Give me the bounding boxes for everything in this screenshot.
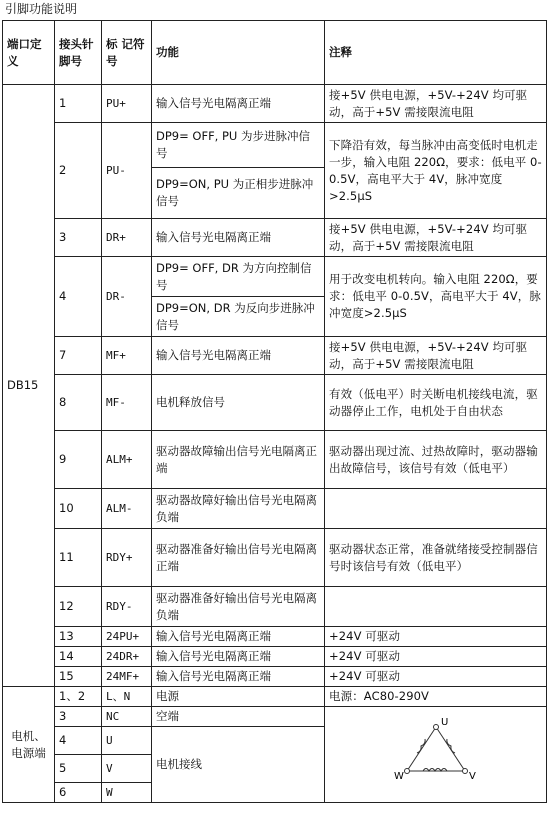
table-row: [3, 627, 547, 647]
func-cell: 输入信号光电隔离正端: [152, 85, 325, 123]
note-cell: 接+5V 供电电源，+5V-+24V 均可驱动，高于+5V 需接限流电阻: [325, 85, 547, 123]
func-cell: DP9= OFF, DR 为方向控制信号: [152, 257, 325, 297]
db15-port-cell: DB15: [3, 85, 55, 687]
pin-cell: 13: [55, 627, 102, 647]
pin-cell: 4: [55, 727, 102, 755]
func-cell: 输入信号光电隔离正端: [152, 337, 325, 375]
func-cell: 电机释放信号: [152, 375, 325, 431]
table-header-row: [3, 21, 547, 85]
header-mark: 标 记符号: [102, 21, 152, 85]
mark-cell: RDY-: [102, 587, 152, 627]
table-row: [3, 667, 547, 687]
header-pin: 接头针脚号: [55, 21, 102, 85]
mark-cell: DR+: [102, 219, 152, 257]
mark-cell: L、N: [102, 687, 152, 707]
func-cell: 驱动器故障好输出信号光电隔离负端: [152, 489, 325, 529]
note-cell: 驱动器出现过流、过热故障时，驱动器输出故障信号，该信号有效（低电平）: [325, 431, 547, 489]
func-cell: 电源: [152, 687, 325, 707]
note-cell: +24V 可驱动: [325, 647, 547, 667]
pin-cell: 2: [55, 123, 102, 219]
func-cell: 输入信号光电隔离正端: [152, 219, 325, 257]
func-cell: 输入信号光电隔离正端: [152, 627, 325, 647]
label-u: U: [440, 717, 448, 728]
pin-cell: 5: [55, 755, 102, 783]
section-title: 引脚功能说明: [5, 2, 78, 16]
header-port: 端口定义: [3, 21, 55, 85]
note-cell: +24V 可驱动: [325, 667, 547, 687]
mark-cell: W: [102, 783, 152, 803]
mark-cell: RDY+: [102, 529, 152, 587]
table-row: [3, 431, 547, 489]
table-row: [3, 375, 547, 431]
pin-function-table: [2, 20, 547, 803]
motor-delta-diagram: [393, 717, 479, 787]
note-cell: 用于改变电机转向。输入电阻 220Ω，要求：低电平 0-0.5V，高电平大于 4V，脉冲宽度>2.5μS: [325, 257, 547, 337]
table-row: [3, 529, 547, 587]
table-row: [3, 707, 547, 727]
label-v: V: [468, 771, 476, 782]
table-row: [3, 257, 547, 297]
pin-cell: 11: [55, 529, 102, 587]
pin-cell: 4: [55, 257, 102, 337]
func-cell: DP9= OFF, PU 为步进脉冲信号: [152, 123, 325, 168]
motor-diagram-cell: [325, 707, 547, 803]
func-cell: 驱动器故障输出信号光电隔离正端: [152, 431, 325, 489]
note-cell: [325, 489, 547, 529]
mark-cell: PU-: [102, 123, 152, 219]
mark-cell: MF+: [102, 337, 152, 375]
power-port-cell: 电机、电源端: [3, 687, 55, 803]
note-cell: 下降沿有效，每当脉冲由高变低时电机走一步，输入电阻 220Ω，要求：低电平 0-0.5V，高电平大于 4V，脉冲宽度>2.5μS: [325, 123, 547, 219]
pin-cell: 9: [55, 431, 102, 489]
func-cell: DP9=ON, DR 为反向步进脉冲信号: [152, 297, 325, 337]
func-cell: 驱动器准备好输出信号光电隔离负端: [152, 587, 325, 627]
mark-cell: 24MF+: [102, 667, 152, 687]
note-cell: 接+5V 供电电源，+5V-+24V 均可驱动，高于+5V 需接限流电阻: [325, 337, 547, 375]
pin-cell: 12: [55, 587, 102, 627]
func-cell: 输入信号光电隔离正端: [152, 647, 325, 667]
mark-cell: MF-: [102, 375, 152, 431]
mark-cell: ALM-: [102, 489, 152, 529]
func-cell: 输入信号光电隔离正端: [152, 667, 325, 687]
pin-cell: 6: [55, 783, 102, 803]
func-cell: 驱动器准备好输出信号光电隔离正端: [152, 529, 325, 587]
pin-cell: 15: [55, 667, 102, 687]
table-row: [3, 647, 547, 667]
mark-cell: V: [102, 755, 152, 783]
pin-cell: 3: [55, 707, 102, 727]
pin-cell: 3: [55, 219, 102, 257]
mark-cell: 24PU+: [102, 627, 152, 647]
pin-cell: 1: [55, 85, 102, 123]
pin-cell: 1、2: [55, 687, 102, 707]
label-w: W: [393, 771, 404, 782]
func-cell: 电机接线: [152, 727, 325, 803]
note-cell: 驱动器状态正常，准备就绪接受控制器信号时该信号有效（低电平）: [325, 529, 547, 587]
mark-cell: 24DR+: [102, 647, 152, 667]
header-note: 注释: [325, 21, 547, 85]
table-row: [3, 85, 547, 123]
table-row: [3, 337, 547, 375]
note-cell: 接+5V 供电电源，+5V-+24V 均可驱动，高于+5V 需接限流电阻: [325, 219, 547, 257]
pin-cell: 8: [55, 375, 102, 431]
note-cell: +24V 可驱动: [325, 627, 547, 647]
table-row: [3, 587, 547, 627]
table-row: [3, 687, 547, 707]
mark-cell: ALM+: [102, 431, 152, 489]
note-cell: 有效（低电平）时关断电机接线电流，驱动器停止工作，电机处于自由状态: [325, 375, 547, 431]
note-cell: 电源：AC80-290V: [325, 687, 547, 707]
pin-cell: 7: [55, 337, 102, 375]
table-row: [3, 489, 547, 529]
pin-cell: 14: [55, 647, 102, 667]
mark-cell: PU+: [102, 85, 152, 123]
table-row: [3, 219, 547, 257]
mark-cell: DR-: [102, 257, 152, 337]
header-func: 功能: [152, 21, 325, 85]
func-cell: 空端: [152, 707, 325, 727]
table-row: [3, 123, 547, 168]
mark-cell: NC: [102, 707, 152, 727]
pin-cell: 10: [55, 489, 102, 529]
mark-cell: U: [102, 727, 152, 755]
func-cell: DP9=ON, PU 为正相步进脉冲信号: [152, 168, 325, 219]
note-cell: [325, 587, 547, 627]
